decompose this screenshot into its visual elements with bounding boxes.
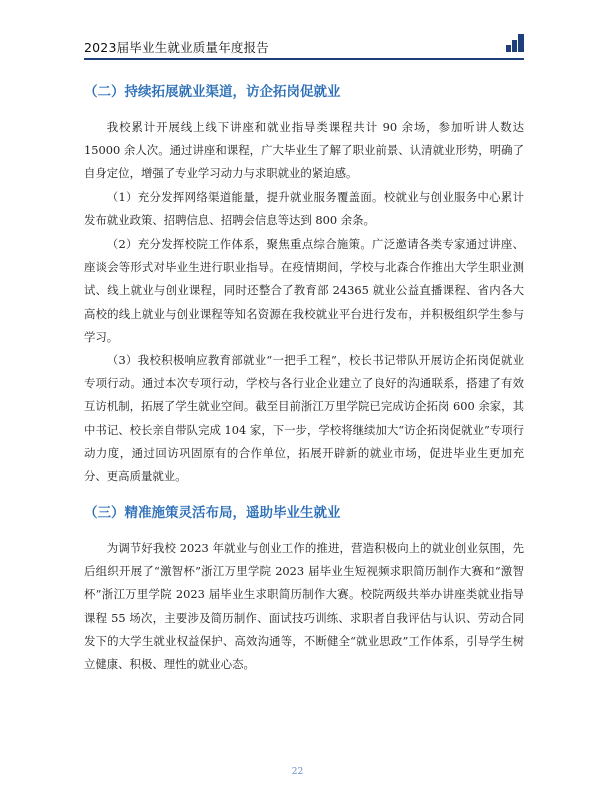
section-title-3: （三）精准施策灵活布局，遥助毕业生就业 [84,505,341,521]
page-number: 22 [291,767,304,777]
paragraph: （3）我校积极响应教育部就业“一把手工程”，校长书记带队开展访企拓岗促就业专项行动。通过本次专项行动，学校与各行业企业建立了良好的沟通联系，搭建了有效互访机制，拓展了学生就业空间。截至目前浙江万里学院已完成访企拓岗 600 余家，其中书记、校长亲自带队完成 104 家，下一步，学校将继续加大“访企拓岗促就业”专项行动力度，通过回访巩固原有的合作单位，拓展开辟新的就业市场，促进毕业生更加充分、更高质量就业。 [84,353,524,484]
logo-icon [506,34,524,52]
paragraph: 我校累计开展线上线下讲座和就业指导类课程共计 90 余场，参加听讲人数达 15000 余人次。通过讲座和课程，广大毕业生了解了职业前景、认清就业形势，明确了自身定位，增强了专业学习动力与求职就业的紧迫感。 [84,120,524,181]
paragraph: （2）充分发挥校院工作体系，聚焦重点综合施策。广泛邀请各类专家通过讲座、座谈会等形式对毕业生进行职业指导。在疫情期间，学校与北森合作推出大学生职业测试、线上就业与创业课程，同时还整合了教育部 24365 就业公益直播课程、省内各大高校的线上就业与创业课程等知名资源在我校就业平台进行发布，并积极组织学生参与学习。 [84,237,524,344]
paragraph: 为调节好我校 2023 年就业与创业工作的推进，营造积极向上的就业创业氛围，先后组织开展了“激智杯”浙江万里学院 2023 届毕业生短视频求职简历制作大赛和“激智杯”浙江万里学院 2023 届毕业生求职简历制作大赛。校院两级共举办讲座类就业指导课程 55 场次，主要涉及简历制作、面试技巧训练、求职者自我评估与认识、劳动合同发下的大学生就业权益保护、高效沟通等，不断健全“就业思政”工作体系，引导学生树立健康、积极、理性的就业心态。 [84,541,524,672]
header-title: 2023届毕业生就业质量年度报告 [84,40,270,55]
section-title-2: （二）持续拓展就业渠道，访企拓岗促就业 [84,84,341,100]
page-header [84,34,524,56]
paragraph: （1）充分发挥网络渠道能量，提升就业服务覆盖面。校就业与创业服务中心累计发布就业政策、招聘信息、招聘会信息等达到 800 余条。 [84,190,524,228]
header-divider [84,58,524,60]
